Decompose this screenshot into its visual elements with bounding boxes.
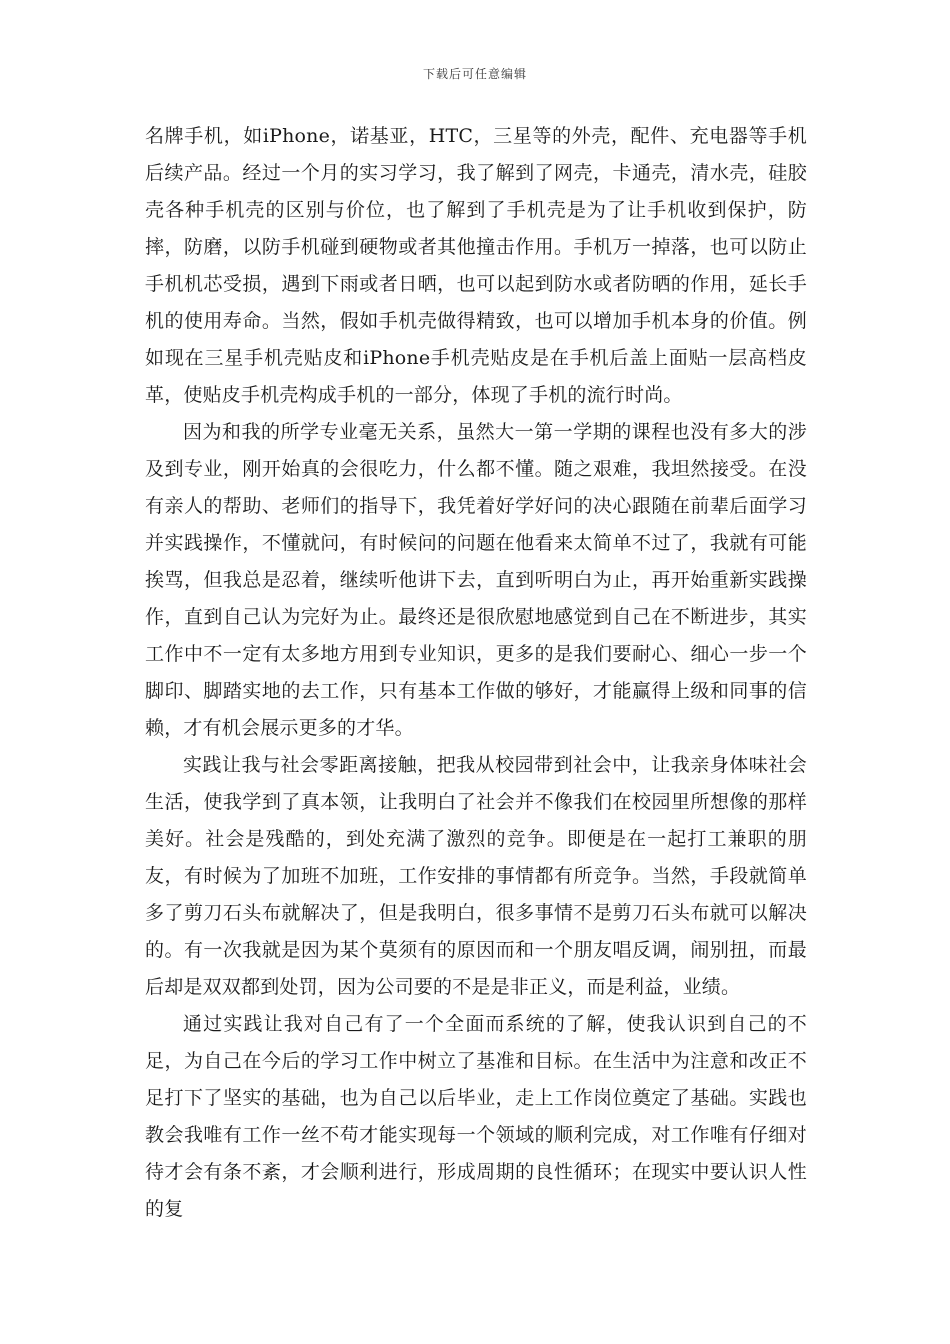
paragraph-3: 实践让我与社会零距离接触，把我从校园带到社会中，让我亲身体味社会生活，使我学到了真本领，让我明白了社会并不像我们在校园里所想像的那样美好。社会是残酷的，到处充满了激烈的竞争。即便是在一起打工兼职的朋友，有时候为了加班不加班，工作安排的事情都有所竞争。当然，手段就简单多了剪刀石头布就解决了，但是我明白，很多事情不是剪刀石头布就可以解决的。有一次我就是因为某个莫须有的原因而和一个朋友唱反调，闹别扭，而最后却是双双都到处罚，因为公司要的不是是非正义，而是利益，业绩。 bbox=[145, 754, 807, 998]
paragraph-2: 因为和我的所学专业毫无关系，虽然大一第一学期的课程也没有多大的涉及到专业，刚开始真的会很吃力，什么都不懂。随之艰难，我坦然接受。在没有亲人的帮助、老师们的指导下，我凭着好学好问的决心跟随在前辈后面学习并实践操作，不懂就问，有时候问的问题在他看来太简单不过了，我就有可能挨骂，但我总是忍着，继续听他讲下去，直到听明白为止，再开始重新实践操作，直到自己认为完好为止。最终还是很欣慰地感觉到自己在不断进步，其实工作中不一定有太多地方用到专业知识，更多的是我们要耐心、细心一步一个脚印、脚踏实地的去工作，只有基本工作做的够好，才能赢得上级和同事的信赖，才有机会展示更多的才华。 bbox=[145, 421, 807, 739]
document-body bbox=[145, 118, 807, 1228]
paragraph-4: 通过实践让我对自己有了一个全面而系统的了解，使我认识到自己的不足，为自己在今后的学习工作中树立了基准和目标。在生活中为注意和改正不足打下了坚实的基础，也为自己以后毕业，走上工作岗位奠定了基础。实践也教会我唯有工作一丝不苟才能实现每一个领域的顺利完成，对工作唯有仔细对待才会有条不紊，才会顺利进行，形成周期的良性循环；在现实中要认识人性的复 bbox=[145, 1013, 807, 1220]
paragraph-1: 名牌手机，如iPhone，诺基亚，HTC，三星等的外壳，配件、充电器等手机后续产品。经过一个月的实习学习，我了解到了网壳，卡通壳，清水壳，硅胶壳各种手机壳的区别与价位，也了解到了手机壳是为了让手机收到保护，防摔，防磨，以防手机碰到硬物或者其他撞击作用。手机万一掉落，也可以防止手机机芯受损，遇到下雨或者日晒，也可以起到防水或者防晒的作用，延长手机的使用寿命。当然，假如手机壳做得精致，也可以增加手机本身的价值。例如现在三星手机壳贴皮和iPhone手机壳贴皮是在手机后盖上面贴一层高档皮革，使贴皮手机壳构成手机的一部分，体现了手机的流行时尚。 bbox=[145, 125, 807, 406]
page-header: 下载后可任意编辑 bbox=[422, 67, 527, 81]
